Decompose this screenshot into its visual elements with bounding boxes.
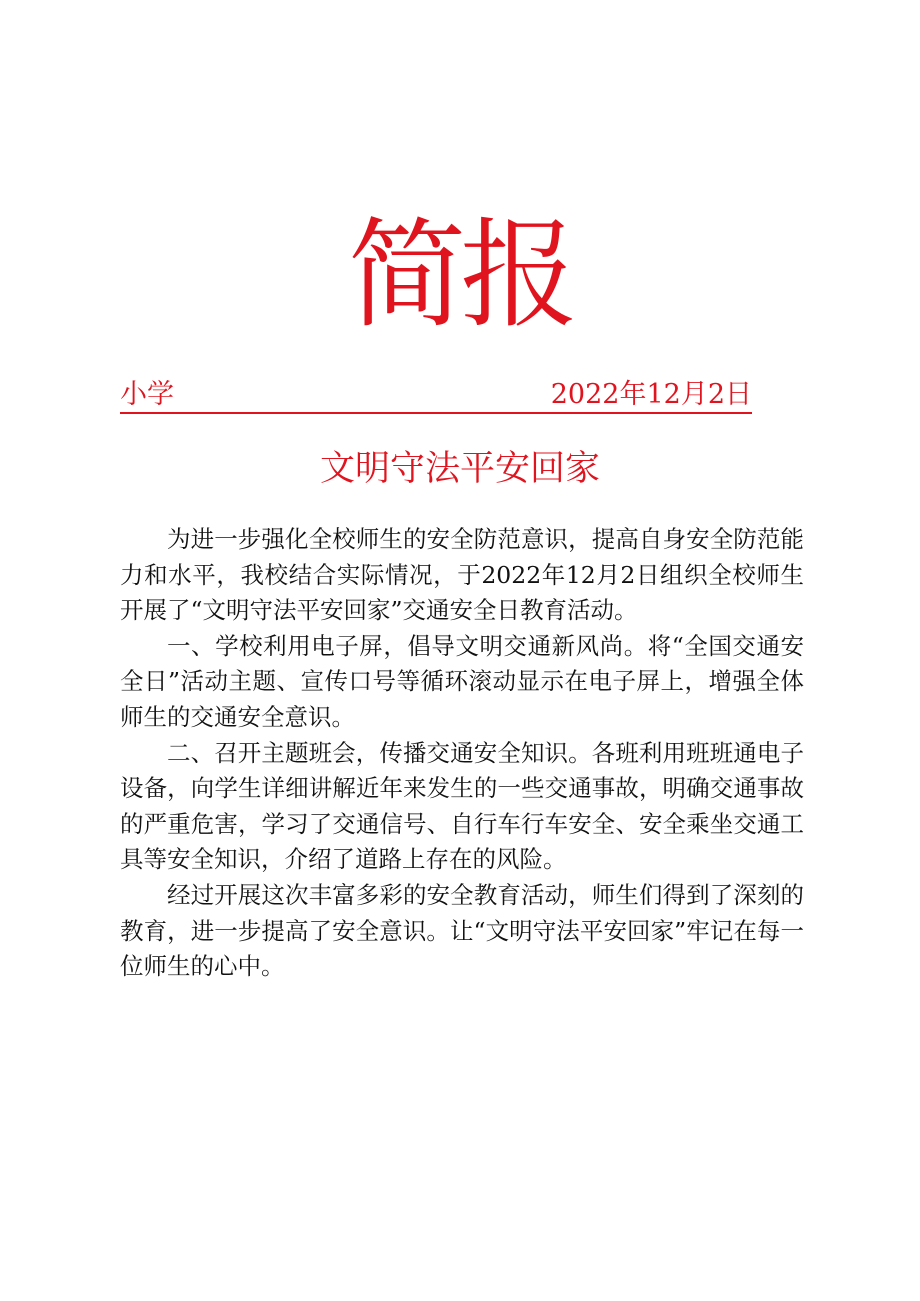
paragraph-intro: 为进一步强化全校师生的安全防范意识，提高自身安全防范能力和水平，我校结合实际情况，于2022年12月2日组织全校师生开展了“文明守法平安回家”交通安全日教育活动。 (120, 525, 804, 625)
paragraph-class-meeting: 二、召开主题班会，传播交通安全知识。各班利用班班通电子设备，向学生详细讲解近年来发生的一些交通事故，明确交通事故的严重危害，学习了交通信号、自行车行车安全、安全乘坐交通工具等安全知识，介绍了道路上存在的风险。 (120, 738, 804, 874)
article-body (120, 522, 804, 985)
masthead-title: 简报 (347, 206, 572, 344)
article-headline: 文明守法平安回家 (319, 449, 600, 489)
paragraph-screen: 一、学校利用电子屏，倡导文明交通新风尚。将“全国交通安全日”活动主题、宣传口号等循环滚动显示在电子屏上，增强全体师生的交通安全意识。 (120, 631, 804, 731)
paragraph-conclusion: 经过开展这次丰富多彩的安全教育活动，师生们得到了深刻的教育，进一步提高了安全意识。让“文明守法平安回家”牢记在每一位师生的心中。 (120, 880, 804, 981)
issue-date: 2022年12月2日 (550, 379, 752, 410)
school-name: 小学 (120, 379, 174, 410)
meta-line (120, 378, 752, 414)
